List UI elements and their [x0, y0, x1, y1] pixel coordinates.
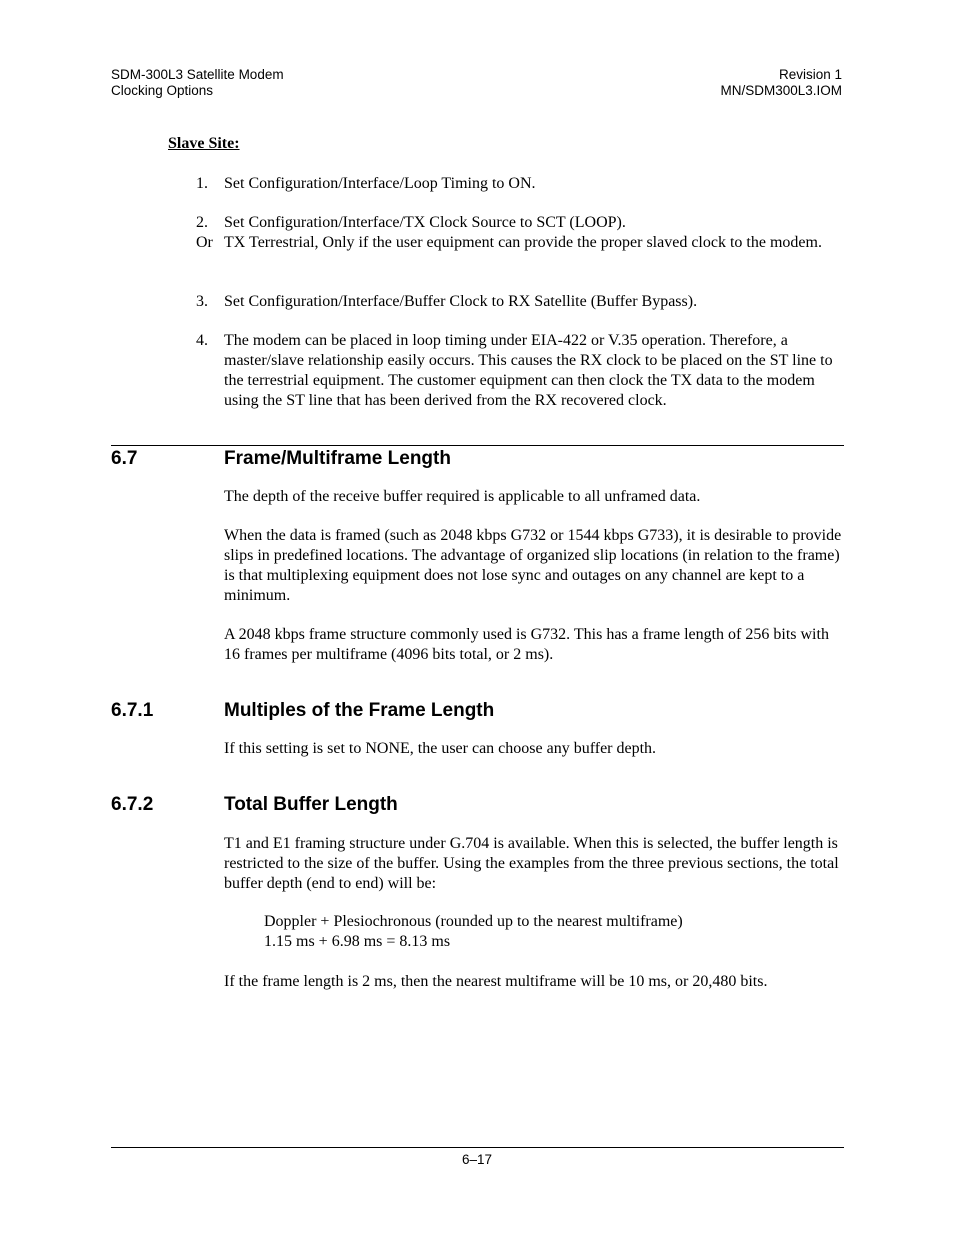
section-number: 6.7: [111, 448, 138, 469]
section-title: Total Buffer Length: [224, 794, 398, 815]
list-number: 1.: [196, 175, 208, 192]
list-item: Set Configuration/Interface/Loop Timing to ON.: [224, 175, 536, 192]
paragraph: The depth of the receive buffer required is applicable to all unframed data.: [224, 488, 701, 505]
section-number: 6.7.2: [111, 794, 154, 815]
revision: Revision 1: [778, 67, 842, 82]
paragraph: If the frame length is 2 ms, then the nearest multiframe will be 10 ms, or 20,480 bits.: [224, 973, 768, 990]
list-number: 3.: [196, 293, 208, 310]
paragraph: T1 and E1 framing structure under G.704 is available. When this is selected, the buffer length is restricted to the size of the buffer. Using the examples from the three previous sections, the total buffer depth (end to end) will be:: [224, 835, 839, 892]
section-number: 6.7.1: [111, 700, 154, 721]
formula-line: 1.15 ms + 6.98 ms = 8.13 ms: [264, 933, 451, 950]
section-divider: [111, 445, 844, 446]
doc-title: SDM-300L3 Satellite Modem: [111, 67, 284, 82]
list-number: Or: [196, 234, 213, 251]
list-item: TX Terrestrial, Only if the user equipment can provide the proper slaved clock to the modem.: [224, 234, 822, 251]
section-title: Multiples of the Frame Length: [224, 700, 495, 721]
chapter-title: Clocking Options: [111, 83, 214, 98]
paragraph: A 2048 kbps frame structure commonly used is G732. This has a frame length of 256 bits with 16 frames per multiframe (4096 bits total, or 2 ms).: [224, 626, 829, 663]
list-number: 2.: [196, 214, 208, 231]
slave-site-heading: Slave Site:: [168, 135, 240, 152]
doc-number: MN/SDM300L3.IOM: [720, 83, 842, 98]
header-right: [720, 67, 842, 99]
list-item: Set Configuration/Interface/TX Clock Source to SCT (LOOP).: [224, 214, 626, 231]
formula-line: Doppler + Plesiochronous (rounded up to the nearest multiframe): [264, 913, 683, 930]
paragraph: When the data is framed (such as 2048 kbps G732 or 1544 kbps G733), it is desirable to provide slips in predefined locations. The advantage of organized slip locations (in relation to the frame) is that multiplexing equipment does not lose sync and outages on any channel are kept to a minimum.: [224, 527, 842, 604]
paragraph: If this setting is set to NONE, the user can choose any buffer depth.: [224, 740, 657, 757]
page-number: 6–17: [461, 1152, 493, 1167]
list-item: Set Configuration/Interface/Buffer Clock to RX Satellite (Buffer Bypass).: [224, 293, 698, 310]
list-item: The modem can be placed in loop timing under EIA-422 or V.35 operation. Therefore, a master/slave relationship easily occurs. This causes the RX clock to be placed on the ST line to the terrestrial equipment. The customer equipment can then clock the TX data to the modem using the ST line that has been derived from the RX recovered clock.: [224, 332, 833, 409]
footer-divider: [111, 1147, 844, 1148]
header-left: [111, 67, 284, 99]
section-title: Frame/Multiframe Length: [224, 448, 451, 469]
list-number: 4.: [196, 332, 208, 349]
